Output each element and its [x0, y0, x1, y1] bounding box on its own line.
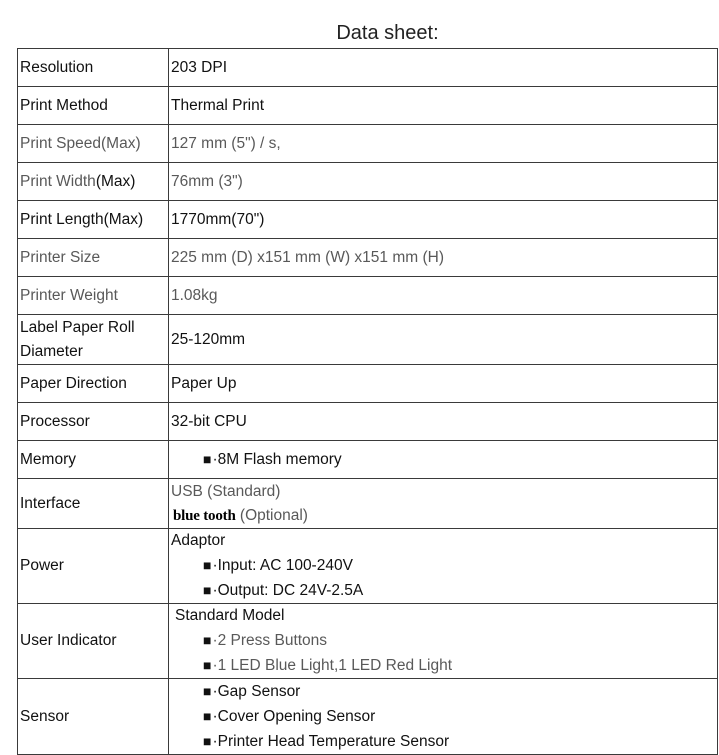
square-bullet-icon: ■ — [203, 632, 212, 648]
row-value: 225 mm (D) x151 mm (W) x151 mm (H) — [169, 239, 718, 277]
row-label: Memory — [18, 441, 169, 479]
row-label: Paper Direction — [18, 365, 169, 403]
table-row — [18, 403, 718, 441]
square-bullet-icon: ■ — [203, 657, 212, 673]
table-row — [18, 315, 718, 365]
row-label: Print Length(Max) — [18, 201, 169, 239]
table-row — [18, 277, 718, 315]
square-bullet-icon: ■ — [203, 733, 212, 749]
row-value: 203 DPI — [169, 49, 718, 87]
row-value — [169, 441, 718, 479]
row-value: 25-120mm — [169, 315, 718, 365]
table-row — [18, 365, 718, 403]
table-row — [18, 604, 718, 679]
table-row — [18, 201, 718, 239]
row-label: Label Paper Roll Diameter — [18, 315, 169, 365]
list-item: USB (Standard) — [171, 482, 281, 500]
bluetooth-label: blue tooth — [173, 507, 236, 524]
row-value — [169, 529, 718, 604]
row-label: Print Speed(Max) — [18, 125, 169, 163]
list-item: ■·Output: DC 24V-2.5A — [203, 582, 364, 599]
list-item: ■·Input: AC 100-240V — [203, 557, 353, 574]
table-row — [18, 87, 718, 125]
list-item: ■·1 LED Blue Light,1 LED Red Light — [203, 657, 452, 674]
row-label — [18, 163, 169, 201]
data-sheet-table — [17, 48, 718, 755]
square-bullet-icon: ■ — [203, 557, 212, 573]
list-item: ■·Cover Opening Sensor — [203, 708, 376, 725]
row-value: 1770mm(70") — [169, 201, 718, 239]
table-row — [18, 479, 718, 529]
row-value — [169, 679, 718, 755]
table-row — [18, 163, 718, 201]
list-item: blue tooth (Optional) — [173, 506, 308, 524]
table-row — [18, 529, 718, 604]
row-label: Printer Size — [18, 239, 169, 277]
table-row — [18, 49, 718, 87]
table-row — [18, 679, 718, 755]
row-value: Thermal Print — [169, 87, 718, 125]
row-label: Resolution — [18, 49, 169, 87]
list-heading: Adaptor — [171, 532, 226, 549]
row-label: Processor — [18, 403, 169, 441]
row-label: Print Method — [18, 87, 169, 125]
page-title: Data sheet: — [336, 22, 439, 44]
row-value — [169, 479, 718, 529]
row-label: Printer Weight — [18, 277, 169, 315]
row-label: Interface — [18, 479, 169, 529]
row-label: Sensor — [18, 679, 169, 755]
list-heading: Standard Model — [175, 607, 285, 624]
row-label: Power — [18, 529, 169, 604]
row-value: 127 mm (5") / s, — [169, 125, 718, 163]
list-item: ■·Printer Head Temperature Sensor — [203, 733, 450, 750]
square-bullet-icon: ■ — [203, 708, 212, 724]
square-bullet-icon: ■ — [203, 451, 212, 467]
list-item: ■·8M Flash memory — [203, 451, 342, 468]
list-item: ■·2 Press Buttons — [203, 632, 328, 649]
row-label-part: Print Width — [20, 172, 96, 190]
row-label-part: (Max) — [95, 172, 136, 190]
square-bullet-icon: ■ — [203, 582, 212, 598]
row-label: User Indicator — [18, 604, 169, 679]
table-row — [18, 239, 718, 277]
row-value — [169, 604, 718, 679]
row-value: 76mm (3") — [169, 163, 718, 201]
table-row — [18, 125, 718, 163]
row-value: 1.08kg — [169, 277, 718, 315]
list-item: ■·Gap Sensor — [203, 683, 301, 700]
row-value: Paper Up — [169, 365, 718, 403]
row-value: 32-bit CPU — [169, 403, 718, 441]
table-row — [18, 441, 718, 479]
square-bullet-icon: ■ — [203, 683, 212, 699]
